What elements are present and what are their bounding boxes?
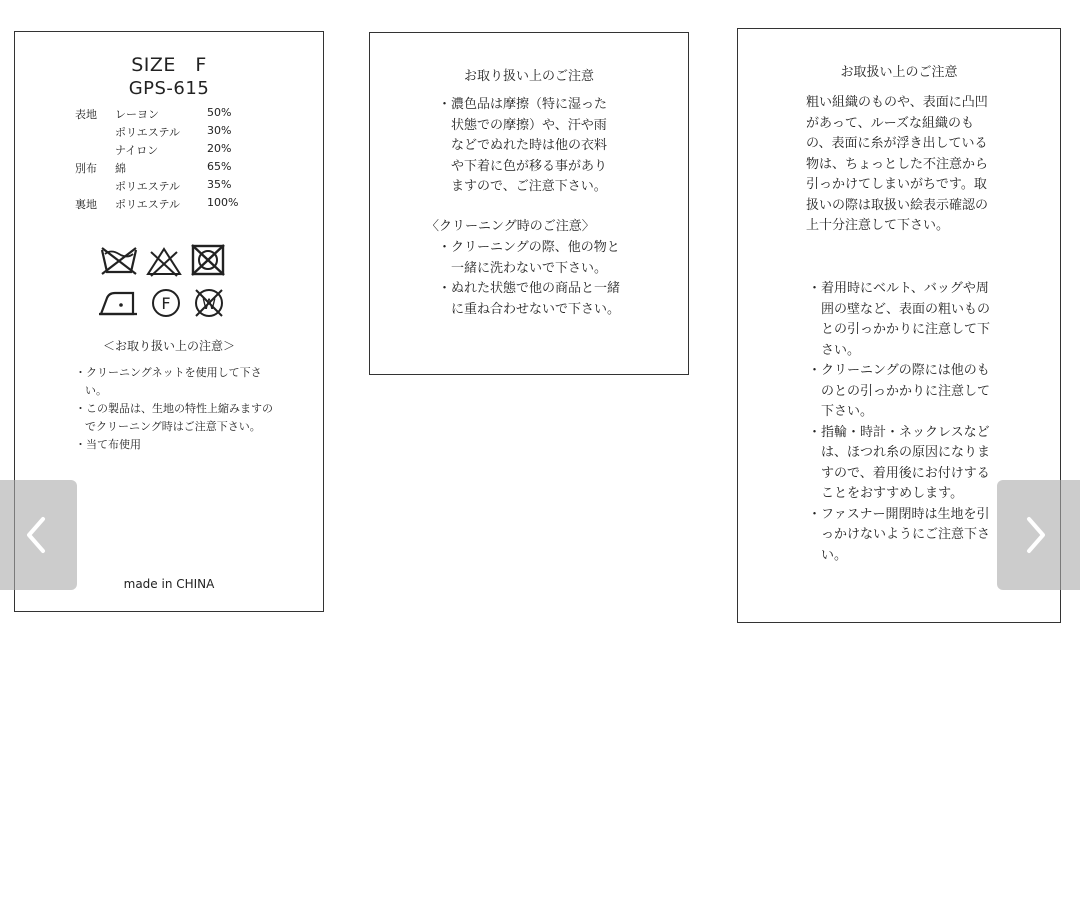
no-tumble-dry-icon — [189, 242, 227, 278]
svg-text:F: F — [161, 294, 171, 313]
notice-title: お取扱い上のご注意 — [840, 65, 958, 80]
list-item: ・この製品は、生地の特性上縮みますのでクリーニング時はご注意下さい。 — [75, 402, 273, 433]
size-text: SIZE F — [131, 54, 207, 76]
country-of-origin: made in CHINA — [123, 577, 215, 591]
dry-clean-f-icon — [149, 286, 183, 320]
care-notes-list — [75, 364, 275, 454]
chevron-right-icon — [1021, 515, 1051, 555]
notice-list — [808, 279, 994, 566]
list-item: ・ぬれた状態で他の商品と一緒に重ね合わせないで下さい。 — [438, 281, 621, 317]
care-notes-title: ＜お取り扱い上の注意＞ — [102, 339, 235, 353]
list-item: ・クリーニングの際には他のものとの引っかかりに注意して下さい。 — [808, 363, 991, 419]
no-bleach-icon — [145, 244, 183, 278]
list-item: ・クリーニングネットを使用して下さい。 — [75, 366, 262, 397]
chevron-left-icon — [21, 515, 51, 555]
care-label-composition: SIZE F GPS-615 表地 レーヨン 50% ポリエステル 30% ナイロン 20% 別布 綿 65% ポリエステル 35% 裏地 ポリエステル 100% F W ＜お取り扱い上の注意＞ ・クリーニングネットを使用して下さい。 ・この製品は、生地の特性上縮みますのでクリーニング時はご注意下さい。 ・当て布使用 made in CHINA — [14, 31, 324, 612]
low-iron-icon — [97, 286, 141, 320]
previous-image-button[interactable] — [0, 480, 77, 590]
care-label-notice — [369, 32, 689, 375]
svg-text:W: W — [202, 297, 216, 313]
notice-title: お取り扱い上のご注意 — [463, 69, 594, 84]
care-symbols — [97, 242, 237, 322]
notice-list — [438, 95, 618, 198]
list-item: ・着用時にベルト、バッグや周囲の壁など、表面の粗いものとの引っかかりに注意して下さい。 — [808, 281, 991, 358]
model-number: GPS-615 — [128, 78, 210, 99]
no-wet-clean-icon — [191, 286, 227, 320]
notice-intro: 粗い組織のものや、表面に凸凹があって、ルーズな組織のもの、表面に糸が浮き出している物は、ちょっとした不注意から引っかけてしまいがちです。取扱いの際は取扱い絵表示確認の上十分注意して下さい。 — [806, 95, 989, 233]
list-item: ・クリーニングの際、他の物と一緒に洗わないで下さい。 — [438, 240, 620, 276]
no-wash-icon — [99, 244, 139, 278]
list-item: ・当て布使用 — [75, 438, 141, 451]
next-image-button[interactable] — [997, 480, 1080, 590]
list-item: ・濃色品は摩擦（特に湿った状態での摩擦）や、汗や雨などでぬれた時は他の衣料や下着に色が移る事がありますので、ご注意下さい。 — [438, 97, 608, 194]
list-item: ・ファスナー開閉時は生地を引っかけないようにご注意下さい。 — [808, 506, 991, 563]
list-item: ・指輪・時計・ネックレスなどは、ほつれ糸の原因になりますので、着用後にお付けすることをおすすめします。 — [808, 424, 991, 501]
cleaning-notice-title: 〈クリーニング時のご注意〉 — [426, 219, 595, 234]
cleaning-notice-list — [438, 238, 620, 320]
